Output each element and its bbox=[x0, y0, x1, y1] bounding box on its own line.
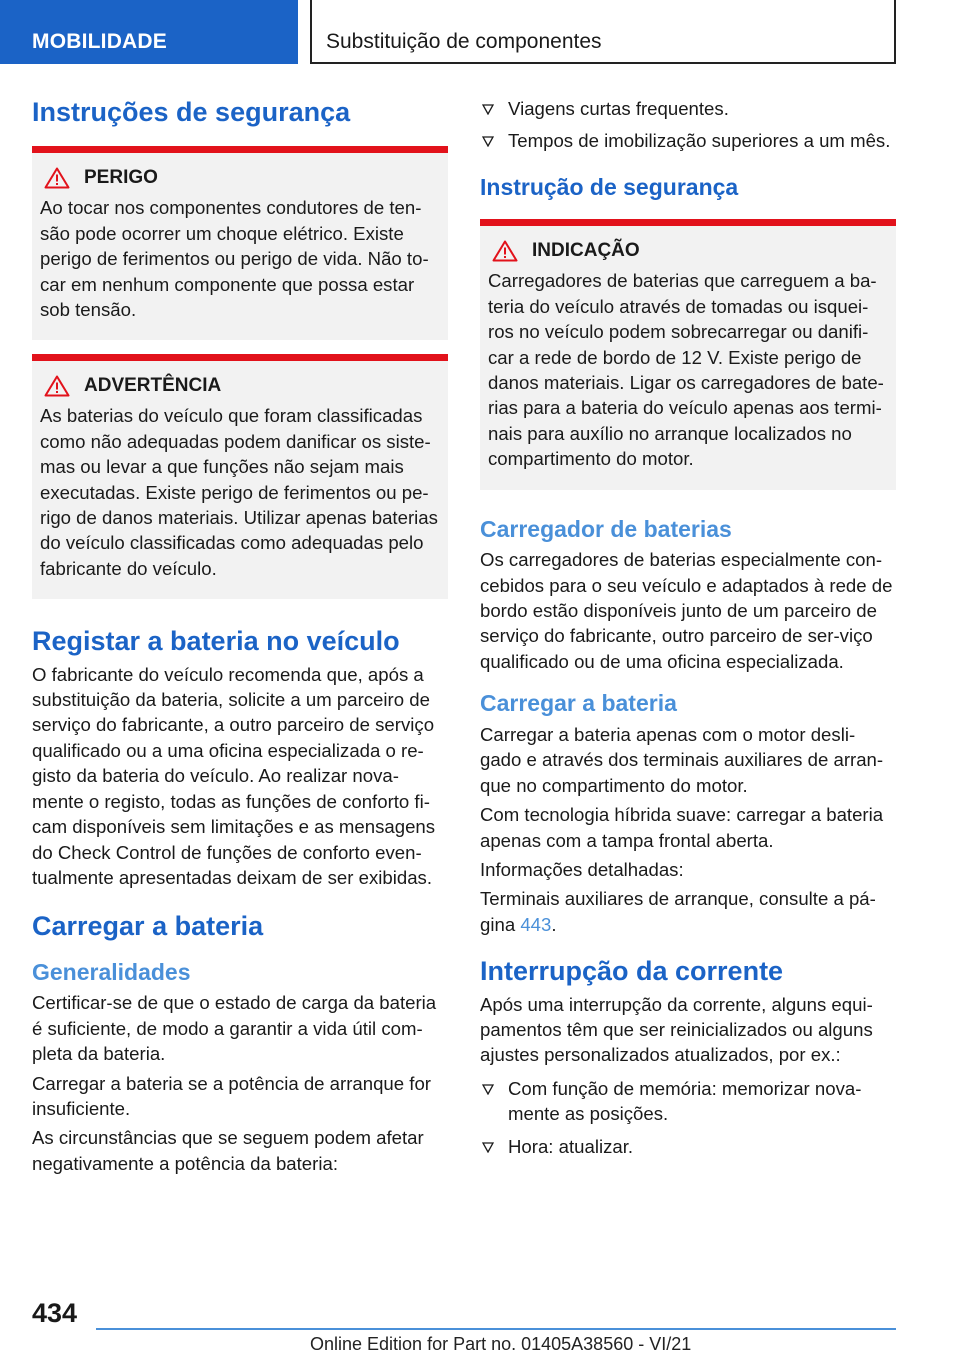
footer-edition: Online Edition for Part no. 01405A38560 - VI/21 bbox=[310, 1334, 692, 1354]
charge-paragraph-2: Com tecnologia híbrida suave: carregar a bateria apenas com a tampa frontal aberta. bbox=[480, 804, 884, 851]
charger-text: Os carregadores de baterias especialmente con-cebidos para o seu veículo e adaptados à rede de bordo estão disponíveis junto de um parceiro de serviço do fabricante, outro parceiro de ser-viço qualificado ou de uma oficina especializada. bbox=[480, 549, 893, 672]
heading-power-interruption: Interrupção da corrente bbox=[480, 956, 784, 987]
heading-charge-battery: Carregar a bateria bbox=[32, 911, 264, 942]
section-tab bbox=[0, 0, 298, 64]
triangle-bullet-icon bbox=[482, 1084, 494, 1095]
danger-notice-header bbox=[40, 167, 440, 189]
conditions-list bbox=[480, 96, 896, 154]
warning-notice bbox=[32, 354, 448, 599]
triangle-bullet-icon bbox=[482, 104, 494, 115]
left-column bbox=[32, 96, 448, 1176]
general-paragraph-2: Carregar a bateria se a potência de arranque for insuficiente. bbox=[32, 1072, 431, 1119]
heading-safety-instruction: Instrução de segurança bbox=[480, 173, 739, 200]
indication-notice bbox=[480, 219, 896, 489]
general-paragraph-1: Certificar-se de que o estado de carga da bateria é suficiente, de modo a garantir a vida útil com-pleta da bateria. bbox=[32, 992, 437, 1065]
warning-triangle-icon bbox=[44, 375, 70, 397]
indication-title: INDICAÇÃO bbox=[532, 240, 640, 262]
chapter-label: Substituição de componentes bbox=[326, 30, 602, 53]
list-item: Hora: atualizar. bbox=[480, 1134, 896, 1159]
warning-notice-header bbox=[40, 375, 440, 397]
heading-charge-battery-right: Carregar a bateria bbox=[480, 690, 677, 717]
indication-text: Carregadores de baterias que carreguem a ba-teria do veículo através de tomadas ou isquei-ros no veículo podem sobrecarregar ou danifi-car a rede de bordo de 12 V. Existe perigo de danos materiais. Ligar os carregadores de bate-rias para a bateria do veículo apenas aos termi-nais para auxílio no arranque localizados no compartimento do motor. bbox=[488, 270, 884, 470]
register-text: O fabricante do veículo recomenda que, após a substituição da bateria, solicite a um parceiro de serviço do fabricante, a outro parceiro de serviço qualificado ou a uma oficina especializada o re-gisto da bateria do veículo. Ao realizar nova-mente o registo, todas as funções de conforto fi-cam disponíveis sem limitações e as mensagens do Check Control de funções de conforto even-tualmente apresentadas deixam de ser exibidas. bbox=[32, 663, 436, 888]
heading-general: Generalidades bbox=[32, 958, 191, 985]
indication-notice-header bbox=[488, 240, 888, 262]
charge-paragraph-1: Carregar a bateria apenas com o motor desli-gado e através dos terminais auxiliares de arran-que no compartimento do motor. bbox=[480, 723, 884, 796]
heading-safety-instructions: Instruções de segurança bbox=[32, 97, 351, 127]
triangle-bullet-icon bbox=[482, 136, 494, 147]
danger-title: PERIGO bbox=[84, 167, 158, 189]
charge-paragraph-3: Informações detalhadas: bbox=[480, 858, 684, 880]
warning-text: As baterias do veículo que foram classificadas como não adequadas podem danificar os siste-mas ou levar a que funções não sejam mais executadas. Existe perigo de ferimentos ou pe-rigo de danos materiais. Utilizar apenas baterias do veículo classificadas como adequadas pelo fabricante do veículo. bbox=[40, 405, 438, 579]
danger-notice bbox=[32, 146, 448, 340]
triangle-bullet-icon bbox=[482, 1142, 494, 1153]
interrupt-text: Após uma interrupção da corrente, alguns equi-pamentos têm que ser reinicializados ou alguns ajustes personalizados atualizados, por ex.: bbox=[480, 993, 873, 1066]
right-column bbox=[480, 96, 896, 1166]
danger-text: Ao tocar nos componentes condutores de ten-são pode ocorrer um choque elétrico. Existe perigo de ferimentos ou perigo de vida. Não to-car em nenhum componente que possa estar sob tensão. bbox=[40, 197, 429, 321]
page-link-443[interactable]: 443 bbox=[520, 913, 552, 935]
page-number: 434 bbox=[32, 1298, 78, 1328]
chapter-tab bbox=[310, 0, 896, 64]
section-label: MOBILIDADE bbox=[32, 30, 167, 53]
heading-battery-charger: Carregador de baterias bbox=[480, 515, 732, 542]
list-item: Viagens curtas frequentes. bbox=[480, 96, 896, 121]
footer-divider bbox=[96, 1328, 896, 1330]
list-item: Tempos de imobilização superiores a um mês. bbox=[480, 128, 896, 153]
general-paragraph-3: As circunstâncias que se seguem podem afetar negativamente a potência da bateria: bbox=[32, 1127, 424, 1174]
warning-title: ADVERTÊNCIA bbox=[84, 375, 222, 397]
charge-paragraph-4: Terminais auxiliares de arranque, consulte a pá-gina 443. bbox=[480, 888, 876, 935]
reset-list bbox=[480, 1076, 896, 1159]
warning-triangle-icon bbox=[492, 240, 518, 262]
heading-register-battery: Registar a bateria no veículo bbox=[32, 626, 400, 657]
warning-triangle-icon bbox=[44, 167, 70, 189]
list-item: Com função de memória: memorizar nova-mente as posições. bbox=[480, 1076, 896, 1127]
